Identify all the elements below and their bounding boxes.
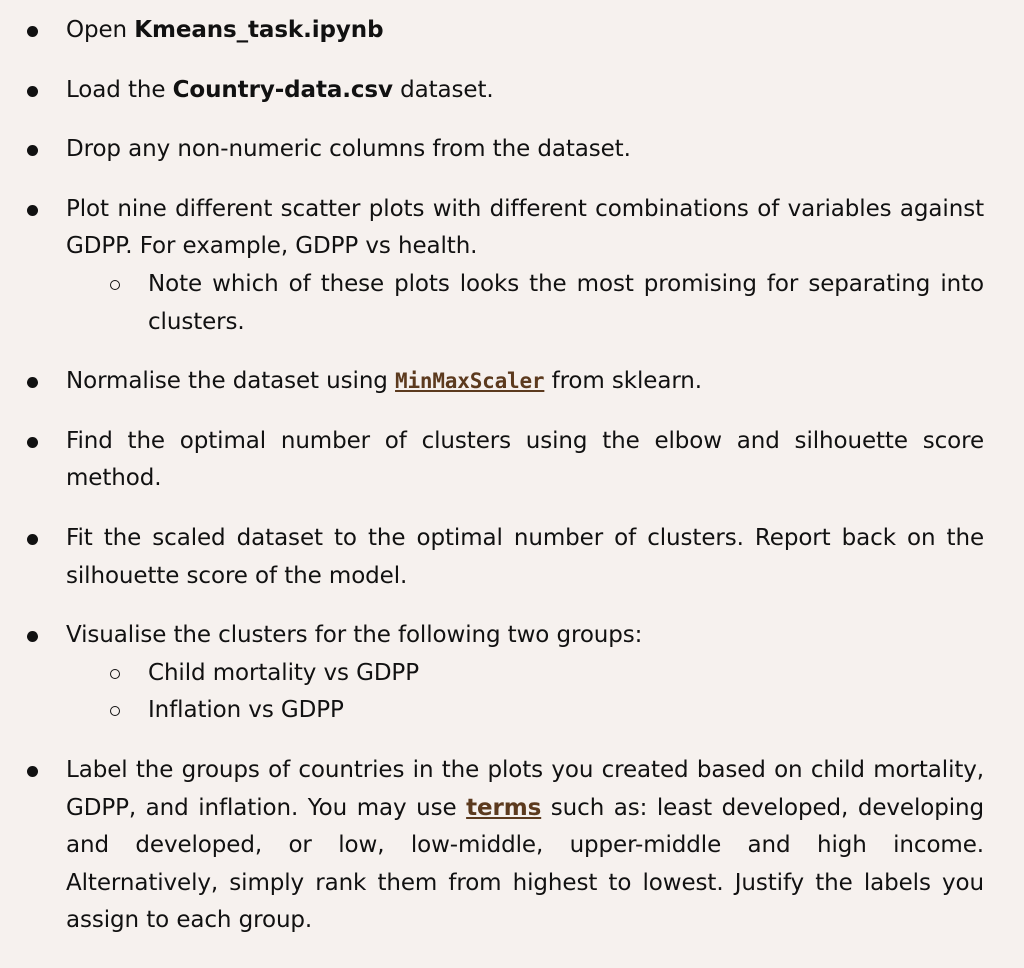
sub-list (66, 266, 984, 341)
hollow-bullet-icon (110, 706, 120, 716)
task-item-visualise-clusters (0, 617, 1024, 730)
sub-list (66, 655, 984, 730)
sub-item-text: Inflation vs GDPP (148, 697, 344, 724)
task-item-load-dataset (0, 72, 1024, 110)
task-item-normalise (0, 363, 1024, 401)
task-text: Drop any non-numeric columns from the dataset. (66, 136, 631, 163)
sub-item-child-mortality (0, 655, 984, 693)
sub-item-text: Child mortality vs GDPP (148, 659, 419, 686)
sub-item-inflation (0, 692, 984, 730)
terms-link[interactable]: terms (466, 794, 542, 821)
task-item-label-groups (0, 752, 1024, 940)
task-list (0, 12, 1024, 940)
bullet-icon (27, 145, 38, 156)
minmaxscaler-link[interactable]: MinMaxScaler (395, 369, 545, 394)
hollow-bullet-icon (110, 280, 120, 290)
task-item-fit-model (0, 520, 1024, 595)
bullet-icon (27, 377, 38, 388)
task-text: dataset. (392, 76, 494, 103)
task-text: from sklearn. (544, 368, 702, 395)
bullet-icon (27, 86, 38, 97)
notebook-filename: Kmeans_task.ipynb (134, 17, 384, 43)
task-text: Visualise the clusters for the following two groups: (66, 622, 643, 649)
bullet-icon (27, 631, 38, 642)
task-item-scatter-plots (0, 191, 1024, 341)
task-text: Open (66, 17, 135, 43)
dataset-filename: Country-data.csv (172, 76, 393, 103)
task-text: Normalise the dataset using (66, 368, 396, 395)
task-text: Plot nine different scatter plots with different combinations of variables against GDPP. For example, GDPP vs health. (66, 195, 984, 260)
task-item-optimal-clusters (0, 423, 1024, 498)
bullet-icon (27, 437, 38, 448)
task-text: Fit the scaled dataset to the optimal number of clusters. Report back on the silhouette score of the model. (66, 524, 984, 589)
task-item-open-notebook (0, 12, 1024, 50)
task-text: Find the optimal number of clusters using the elbow and silhouette score method. (66, 427, 984, 492)
sub-item-promising-plots (0, 266, 984, 341)
task-item-drop-columns (0, 131, 1024, 169)
task-text: Load the (66, 76, 173, 103)
bullet-icon (27, 205, 38, 216)
hollow-bullet-icon (110, 669, 120, 679)
task-text: such as: least developed, developing and developed, or low, low-middle, upper-middle and high income. Alternatively, simply rank them from highest to lowest. Justify the labels you assign to each group. (66, 794, 984, 934)
bullet-icon (27, 534, 38, 545)
task-text: Label the groups of countries in the plots you created based on child mortality, GDPP, and inflation. You may use (66, 756, 984, 821)
sub-item-text: Note which of these plots looks the most promising for separating into clusters. (148, 270, 984, 335)
bullet-icon (27, 766, 38, 777)
bullet-icon (27, 26, 38, 37)
